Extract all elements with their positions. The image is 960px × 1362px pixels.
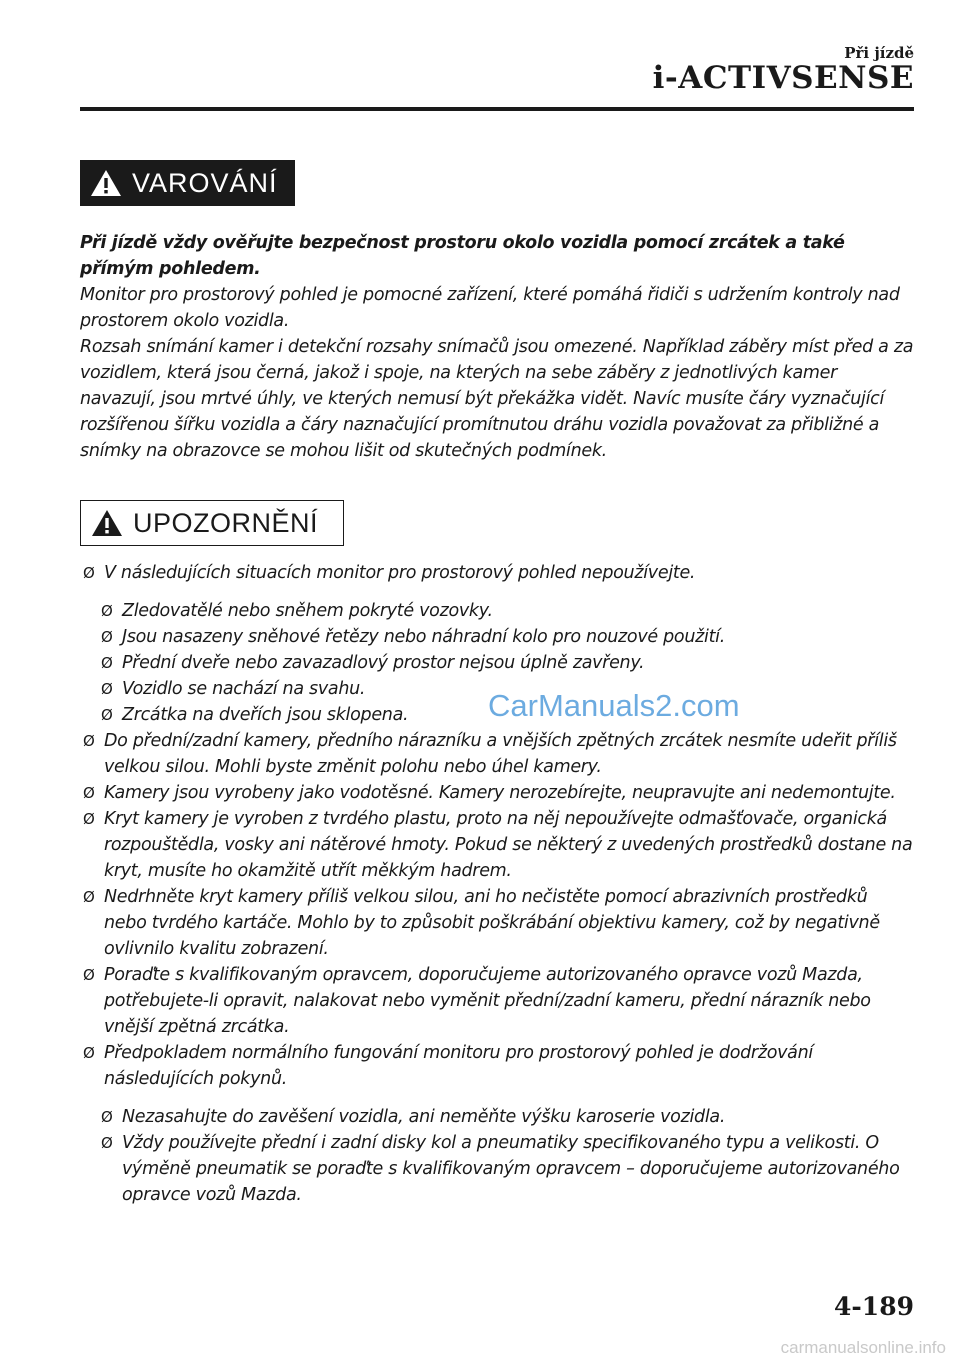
sub-list-item: Ø Vždy používejte přední i zadní disky kol a pneumatiky specifikovaného typu a velikosti. O výměně pneumatik se poraďte s kvalifikovaným opravcem – doporučujeme autorizovaného opravce vozů Mazda.	[80, 1130, 915, 1208]
page-number: 4-189	[834, 1292, 914, 1321]
warning-paragraph: Rozsah snímání kamer i detekční rozsahy snímačů jsou omezené. Například záběry míst před a za vozidlem, která jsou černá, jakož i spoje, na kterých na sebe záběry z jednotlivých kamer navazují, jsou mrtvé úhly, ve kterých nemusí být překážka vidět. Navíc musíte čáry vyznačující rozšířenou šířku vozidla a čáry naznačující promítnutou dráhu vozidla považovat za přibližné a snímky na obrazovce se mohou lišit od skutečných podmínek.	[80, 337, 914, 461]
list-item: Ø Nedrhněte kryt kamery příliš velkou silou, ani ho nečistěte pomocí abrazivních prostředků nebo tvrdého kartáče. Mohlo by to způsobit poškrábání objektivu kamery, což by negativně ovlivnilo kvalitu zobrazení.	[80, 884, 915, 962]
bullet-arrow-icon: Ø	[101, 1108, 113, 1126]
warning-box	[80, 160, 295, 206]
warning-triangle-icon	[91, 509, 123, 537]
bullet-arrow-icon: Ø	[83, 732, 95, 750]
warning-text	[80, 230, 915, 464]
bullet-arrow-icon: Ø	[83, 966, 95, 984]
sub-list-item: Ø Vozidlo se nachází na svahu.	[80, 676, 915, 702]
list-item: Ø Poraďte s kvalifikovaným opravcem, doporučujeme autorizovaného opravce vozů Mazda, potřebujete-li opravit, nalakovat nebo vyměnit přední/zadní kameru, přední nárazník nebo vnější zpětná zrcátka.	[80, 962, 915, 1040]
sub-list-item: Ø Jsou nasazeny sněhové řetězy nebo náhradní kolo pro nouzové použití.	[80, 624, 915, 650]
bullet-arrow-icon: Ø	[83, 564, 95, 582]
list-item: Ø Kamery jsou vyrobeny jako vodotěsné. Kamery nerozebírejte, neupravujte ani nedemontujte.	[80, 780, 915, 806]
bullet-arrow-icon: Ø	[83, 784, 95, 802]
header-section: Při jízdě	[844, 44, 914, 62]
bullet-arrow-icon: Ø	[101, 602, 113, 620]
sub-list-item: Ø Přední dveře nebo zavazadlový prostor nejsou úplně zavřeny.	[80, 650, 915, 676]
header-rule	[80, 107, 914, 111]
sub-list-item: Ø Zledovatělé nebo sněhem pokryté vozovky.	[80, 598, 915, 624]
watermark: CarManuals2.com	[488, 688, 740, 723]
warning-paragraph: Monitor pro prostorový pohled je pomocné zařízení, které pomáhá řidiči s udržením kontroly nad prostorem okolo vozidla.	[80, 285, 900, 331]
list-item: Ø V následujících situacích monitor pro prostorový pohled nepoužívejte.	[80, 560, 915, 586]
header-title: i-ACTIVSENSE	[652, 60, 914, 96]
sub-list-item: Ø Zrcátka na dveřích jsou sklopena.	[80, 702, 915, 728]
bullet-arrow-icon: Ø	[101, 628, 113, 646]
caution-box	[80, 500, 344, 546]
bullet-arrow-icon: Ø	[101, 706, 113, 724]
list-item: Ø Do přední/zadní kamery, předního nárazníku a vnějších zpětných zrcátek nesmíte udeřit příliš velkou silou. Mohli byste změnit polohu nebo úhel kamery.	[80, 728, 915, 780]
bullet-arrow-icon: Ø	[101, 680, 113, 698]
warning-bold-text: Při jízdě vždy ověřujte bezpečnost prostoru okolo vozidla pomocí zrcátek a také přímým pohledem.	[80, 233, 845, 279]
bullet-arrow-icon: Ø	[101, 1134, 113, 1152]
caution-label: UPOZORNĚNÍ	[133, 507, 319, 538]
bullet-arrow-icon: Ø	[83, 888, 95, 906]
bullet-arrow-icon: Ø	[101, 654, 113, 672]
sub-list-item: Ø Nezasahujte do zavěšení vozidla, ani neměňte výšku karoserie vozidla.	[80, 1104, 915, 1130]
bullet-arrow-icon: Ø	[83, 1044, 95, 1062]
footer-url: carmanualsonline.info	[780, 1338, 946, 1357]
list-item: Ø Předpokladem normálního fungování monitoru pro prostorový pohled je dodržování následujících pokynů.	[80, 1040, 915, 1092]
caution-list	[80, 560, 915, 1208]
warning-label: VAROVÁNÍ	[132, 167, 278, 198]
bullet-arrow-icon: Ø	[83, 810, 95, 828]
warning-triangle-icon	[90, 169, 122, 197]
list-item: Ø Kryt kamery je vyroben z tvrdého plastu, proto na něj nepoužívejte odmašťovače, organická rozpouštědla, vosky ani nátěrové hmoty. Pokud se některý z uvedených prostředků dostane na kryt, musíte ho okamžitě utřít měkkým hadrem.	[80, 806, 915, 884]
